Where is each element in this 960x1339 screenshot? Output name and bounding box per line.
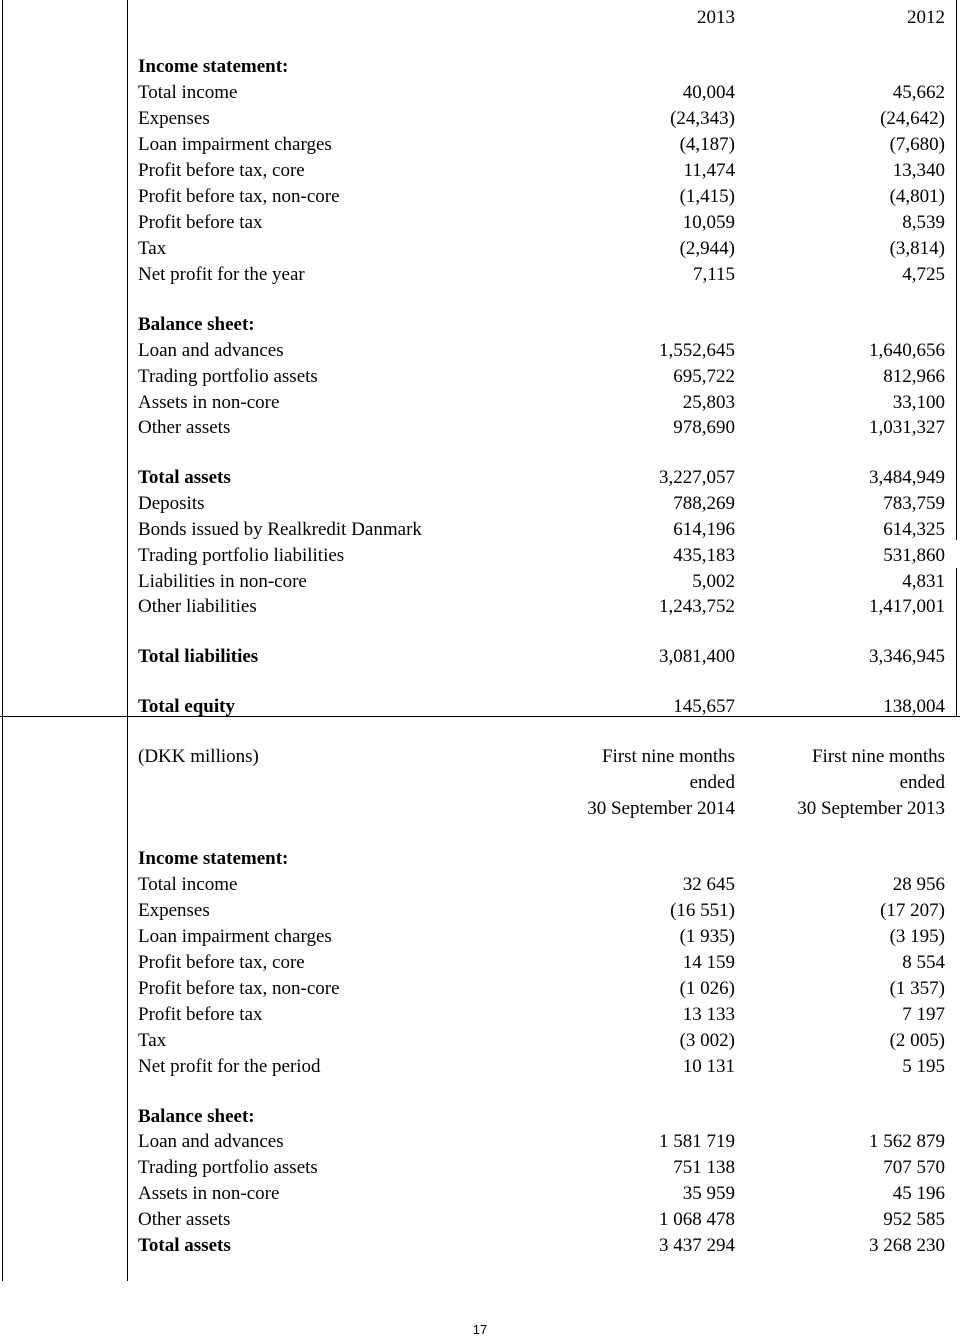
- value-prior: 33,100: [892, 392, 945, 413]
- table-row: [138, 1182, 946, 1206]
- section-heading: Balance sheet:: [138, 1106, 255, 1127]
- column-header-prior: First nine months: [811, 746, 945, 767]
- table-row: [138, 159, 946, 183]
- value-current: 7,115: [692, 264, 735, 285]
- value-prior: (4,801): [889, 186, 945, 207]
- table2-income-heading: [138, 847, 946, 871]
- row-label: Deposits: [138, 493, 205, 514]
- value-current: 14 159: [682, 952, 735, 973]
- value-prior: 138,004: [883, 696, 945, 717]
- value-current: 32 645: [682, 874, 735, 895]
- value-current: 1 068 478: [659, 1209, 735, 1230]
- value-prior: 531,860: [883, 545, 945, 566]
- value-prior: (17 207): [880, 900, 945, 921]
- table-row: [138, 365, 946, 389]
- value-current: 25,803: [682, 392, 735, 413]
- value-current: (1 026): [679, 978, 735, 999]
- row-label: Total liabilities: [138, 646, 259, 667]
- value-prior: 28 956: [892, 874, 945, 895]
- table-row: [138, 107, 946, 131]
- section-heading: Income statement:: [138, 848, 289, 869]
- value-prior: (3 195): [889, 926, 945, 947]
- value-prior: (2 005): [889, 1030, 945, 1051]
- row-label: Expenses: [138, 900, 210, 921]
- row-label: Total assets: [138, 467, 231, 488]
- inner-left-border-line: [127, 0, 128, 1281]
- section-heading: Income statement:: [138, 56, 289, 77]
- table-row: [138, 1055, 946, 1079]
- right-border-line-upper: [956, 0, 957, 540]
- row-label: Profit before tax: [138, 1004, 263, 1025]
- value-prior: 614,325: [883, 519, 945, 540]
- value-current: (16 551): [670, 900, 735, 921]
- value-current: 35 959: [682, 1183, 735, 1204]
- table-row: [138, 81, 946, 105]
- table-row: [138, 544, 946, 568]
- value-current: 13 133: [682, 1004, 735, 1025]
- value-current: 978,690: [673, 417, 735, 438]
- total-assets-row: [138, 1234, 946, 1258]
- row-label: Tax: [138, 238, 167, 259]
- table1-income-heading: [138, 55, 946, 79]
- value-prior: 1,640,656: [869, 340, 945, 361]
- row-label: Assets in non-core: [138, 1183, 280, 1204]
- table-row: [138, 595, 946, 619]
- table-row: [138, 518, 946, 542]
- value-current: 10 131: [682, 1056, 735, 1077]
- column-header-current: ended: [689, 772, 735, 793]
- row-label: Total income: [138, 82, 238, 103]
- value-current: 614,196: [673, 519, 735, 540]
- value-prior: 8,539: [902, 212, 945, 233]
- value-current: 3 437 294: [659, 1235, 735, 1256]
- year-prior-header: 2012: [907, 7, 945, 28]
- total-liabilities-row: [138, 645, 946, 669]
- row-label: Trading portfolio assets: [138, 366, 318, 387]
- value-current: 3,081,400: [659, 646, 735, 667]
- row-label: Expenses: [138, 108, 210, 129]
- table-row: [138, 1003, 946, 1027]
- value-prior: 4,831: [902, 571, 945, 592]
- row-label: Net profit for the year: [138, 264, 305, 285]
- value-current: 1 581 719: [659, 1131, 735, 1152]
- value-current: 11,474: [683, 160, 735, 181]
- value-prior: 783,759: [883, 493, 945, 514]
- row-label: Loan impairment charges: [138, 926, 332, 947]
- table-row: [138, 925, 946, 949]
- table-row: [138, 237, 946, 261]
- value-current: 3,227,057: [659, 467, 735, 488]
- value-prior: (24,642): [880, 108, 945, 129]
- value-prior: 1 562 879: [869, 1131, 945, 1152]
- value-current: 695,722: [673, 366, 735, 387]
- table-row: [138, 977, 946, 1001]
- row-label: Trading portfolio liabilities: [138, 545, 345, 566]
- table-row: [138, 185, 946, 209]
- table-row: [138, 899, 946, 923]
- total-equity-row: [138, 695, 946, 719]
- row-label: Loan impairment charges: [138, 134, 332, 155]
- year-current-header: 2013: [697, 7, 735, 28]
- table-row: [138, 391, 946, 415]
- right-border-line-lower: [956, 568, 957, 716]
- table1-balance-heading: [138, 313, 946, 337]
- value-current: (2,944): [679, 238, 735, 259]
- value-current: 1,243,752: [659, 596, 735, 617]
- value-current: (1,415): [679, 186, 735, 207]
- value-prior: 707 570: [883, 1157, 945, 1178]
- value-prior: 1,031,327: [869, 417, 945, 438]
- value-prior: 4,725: [902, 264, 945, 285]
- value-prior: (3,814): [889, 238, 945, 259]
- value-prior: 952 585: [883, 1209, 945, 1230]
- row-label: Assets in non-core: [138, 392, 280, 413]
- value-prior: 812,966: [883, 366, 945, 387]
- table-row: [138, 416, 946, 440]
- value-current: (3 002): [679, 1030, 735, 1051]
- row-label: Profit before tax: [138, 212, 263, 233]
- row-label: Net profit for the period: [138, 1056, 321, 1077]
- table-row: [138, 570, 946, 594]
- value-prior: 5 195: [902, 1056, 945, 1077]
- table-row: [138, 492, 946, 516]
- page-number: 17: [472, 1322, 488, 1337]
- table-row: [138, 1156, 946, 1180]
- table-row: [138, 263, 946, 287]
- row-label: Liabilities in non-core: [138, 571, 307, 592]
- table2-balance-heading: [138, 1105, 946, 1129]
- value-current: 1,552,645: [659, 340, 735, 361]
- row-label: Other liabilities: [138, 596, 257, 617]
- total-assets-row: [138, 466, 946, 490]
- row-label: Profit before tax, core: [138, 160, 305, 181]
- table-row: [138, 133, 946, 157]
- value-current: 40,004: [682, 82, 735, 103]
- table2-header-row-3: [138, 797, 946, 821]
- row-label: Profit before tax, non-core: [138, 978, 340, 999]
- row-label: Loan and advances: [138, 1131, 284, 1152]
- value-current: 435,183: [673, 545, 735, 566]
- row-label: Trading portfolio assets: [138, 1157, 318, 1178]
- value-current: 145,657: [673, 696, 735, 717]
- table-row: [138, 339, 946, 363]
- row-label: Loan and advances: [138, 340, 284, 361]
- value-prior: 3 268 230: [869, 1235, 945, 1256]
- value-prior: 3,484,949: [869, 467, 945, 488]
- row-label: Tax: [138, 1030, 167, 1051]
- column-header-current: First nine months: [601, 746, 735, 767]
- value-current: 5,002: [692, 571, 735, 592]
- row-label: Total equity: [138, 696, 235, 717]
- row-label: Other assets: [138, 417, 231, 438]
- table-row: [138, 1029, 946, 1053]
- value-prior: 3,346,945: [869, 646, 945, 667]
- table1-year-header-row: [138, 6, 946, 30]
- value-prior: 8 554: [902, 952, 945, 973]
- value-prior: 45 196: [892, 1183, 945, 1204]
- table-row: [138, 1130, 946, 1154]
- value-current: (24,343): [670, 108, 735, 129]
- left-border-line: [2, 0, 3, 1281]
- unit-label: (DKK millions): [138, 746, 259, 767]
- row-label: Other assets: [138, 1209, 231, 1230]
- value-prior: (7,680): [889, 134, 945, 155]
- value-current: (4,187): [679, 134, 735, 155]
- table-row: [138, 873, 946, 897]
- value-prior: 13,340: [892, 160, 945, 181]
- table2-header-row-2: [138, 771, 946, 795]
- row-label: Total income: [138, 874, 238, 895]
- table-row: [138, 1208, 946, 1232]
- row-label: Profit before tax, core: [138, 952, 305, 973]
- value-prior: 1,417,001: [869, 596, 945, 617]
- table-row: [138, 211, 946, 235]
- row-label: Total assets: [138, 1235, 231, 1256]
- value-current: (1 935): [679, 926, 735, 947]
- value-current: 751 138: [673, 1157, 735, 1178]
- column-header-prior: 30 September 2013: [797, 798, 945, 819]
- table-row: [138, 951, 946, 975]
- column-header-prior: ended: [899, 772, 945, 793]
- row-label: Profit before tax, non-core: [138, 186, 340, 207]
- row-label: Bonds issued by Realkredit Danmark: [138, 519, 422, 540]
- value-current: 10,059: [682, 212, 735, 233]
- value-prior: (1 357): [889, 978, 945, 999]
- table2-header-row-1: [138, 745, 946, 769]
- section-heading: Balance sheet:: [138, 314, 255, 335]
- value-prior: 7 197: [902, 1004, 945, 1025]
- value-prior: 45,662: [892, 82, 945, 103]
- column-header-current: 30 September 2014: [587, 798, 735, 819]
- value-current: 788,269: [673, 493, 735, 514]
